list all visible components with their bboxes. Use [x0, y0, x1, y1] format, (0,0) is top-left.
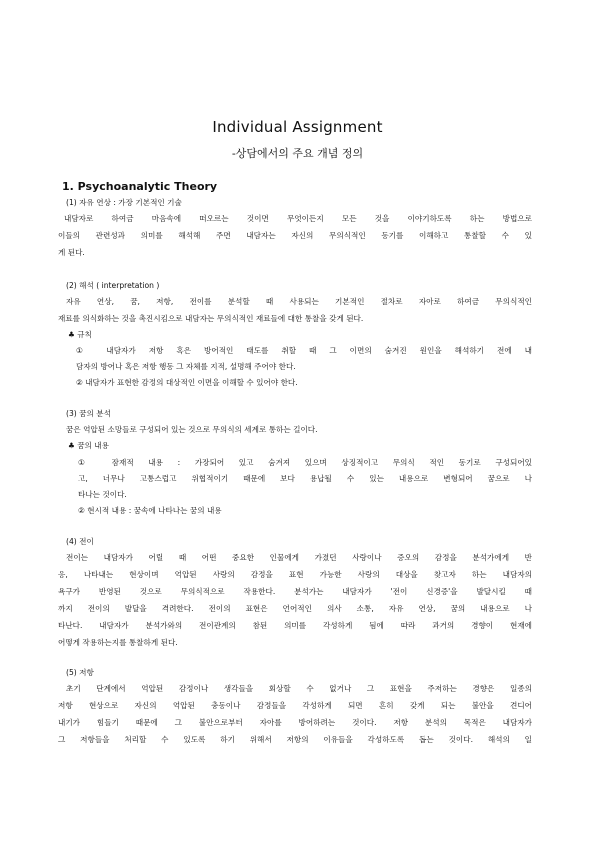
subsection-4-line-2: 응, 나타내는 현상이며 억압된 사랑의 감정을 표현 가능한 사랑의 대상을 찾고자 하는 내담자의: [58, 570, 532, 579]
subsection-1-line-1: 내담자로 하여금 마음속에 떠오르는 것이면 무엇이든지 모든 것을 이야기하도록 하는 방법으로: [64, 214, 532, 223]
subsection-5-line-3: 내기가 힘들기 때문에 그 불안으로부터 자아를 방어하려는 것이다. 저항 분석의 목적은 내담자가: [58, 718, 532, 727]
subsection-5-line-2: 저항 현상으로 자신의 억압된 충동이나 감정들을 각성하게 되면 흔히 갖게 되는 불안을 견디어: [58, 701, 532, 710]
subsection-4-line-3: 욕구가 반영된 것으로 무의식적으로 작용한다. 분석가는 내담자가 '전이 신경증'을 발달시킬 때: [58, 587, 532, 596]
subsection-1-line-3: 게 된다.: [58, 248, 85, 257]
subsection-2-line-1: 자유 연상, 꿈, 저항, 전이를 분석할 때 사용되는 기본적인 절차로 자아로 하여금 무의식적인: [66, 297, 532, 306]
subsection-1-line-2: 이들의 관련성과 의미를 해석해 주면 내담자는 자신의 무의식적인 동기를 이해하고 통찰할 수 있: [58, 231, 532, 240]
rule-line-2: 담자의 방어나 혹은 저항 행동 그 자체를 지적, 설명해 주어야 한다.: [76, 362, 296, 371]
subsection-4-heading: (4) 전이: [66, 537, 94, 546]
dream-content-heading: ♣ 꿈의 내용: [68, 441, 109, 450]
subsection-2-line-2: 재료를 의식화하는 것을 촉진시킴으로 내담자는 무의식적인 재료들에 대한 통찰을 갖게 된다.: [58, 314, 364, 323]
dream-content-line-2: 고, 너무나 고통스럽고 위협적이기 때문에 보다 용납될 수 있는 내용으로 변형되어 꿈으로 나: [78, 474, 532, 483]
subsection-5-line-4: 그 저항들을 처리할 수 있도록 하기 위해서 저항의 이유들을 각성하도록 돕는 것이다. 해석의 일: [58, 735, 532, 744]
dream-content-line-4: ② 현시적 내용 : 꿈속에 나타나는 꿈의 내용: [78, 506, 222, 515]
subsection-3-heading: (3) 꿈의 분석: [66, 409, 111, 418]
rule-line-1: ① 내담자가 저항 혹은 방어적인 태도를 취할 때 그 이면의 숨겨진 원인을 해석하기 전에 내: [76, 346, 532, 355]
subsection-5-heading: (5) 저항: [66, 668, 94, 677]
subsection-4-line-6: 어떻게 작용하는지를 통찰하게 된다.: [58, 638, 178, 647]
dream-content-line-3: 타나는 것이다.: [78, 490, 127, 499]
section-heading: 1. Psychoanalytic Theory: [62, 180, 218, 193]
subsection-4-line-5: 타난다. 내담자가 분석가와의 전이관계의 참된 의미를 각성하게 됨에 따라 과거의 경향이 현재에: [58, 621, 532, 630]
subsection-2-heading: (2) 해석 ( interpretation ): [66, 281, 160, 290]
dream-content-line-1: ① 잠재적 내용 : 가장되어 있고 숨겨져 있으며 상징적이고 무의식 적인 동기로 구성되어있: [78, 458, 532, 467]
document-subtitle: -상담에서의 주요 개념 정의: [231, 147, 364, 160]
rule-heading: ♣ 규칙: [68, 330, 92, 339]
subsection-3-line-1: 꿈은 억압된 소망들로 구성되어 있는 것으로 무의식의 세계로 통하는 길이다.: [66, 425, 318, 434]
rule-line-3: ② 내담자가 표현한 감정의 대상적인 이면을 이해할 수 있어야 한다.: [76, 378, 298, 387]
subsection-5-line-1: 초기 단계에서 억압된 감정이나 생각들을 회상할 수 없거나 그 표현을 주저하는 경향은 일종의: [66, 684, 532, 693]
subsection-4-line-4: 까지 전이의 발달을 격려한다. 전이의 표현은 언어적인 의사 소통, 자유 연상, 꿈의 내용으로 나: [58, 604, 532, 613]
subsection-4-line-1: 전이는 내담자가 어릴 때 어떤 중요한 인물에게 가졌던 사랑이나 증오의 감정을 분석가에게 반: [66, 553, 532, 562]
subsection-1-heading: (1) 자유 연상 : 가장 기본적인 기술: [66, 198, 182, 207]
document-title: Individual Assignment: [212, 118, 383, 136]
